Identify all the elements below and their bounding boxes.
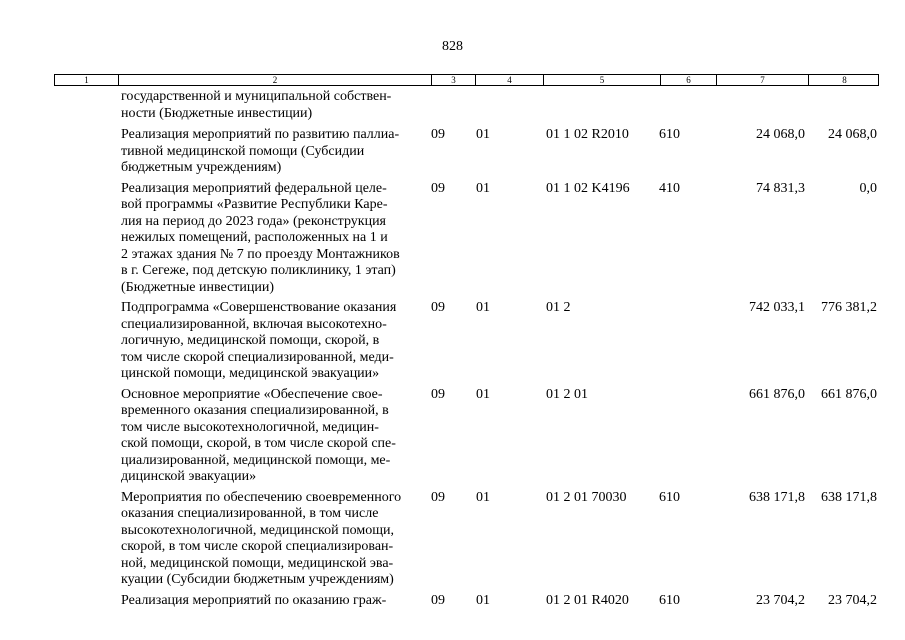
row-name xyxy=(117,593,430,610)
row-sum-1: 23 704,2 xyxy=(756,592,805,608)
row-csr: 01 2 01 70030 xyxy=(546,489,627,505)
row-gr: 09 xyxy=(431,386,445,402)
row-pr: 01 xyxy=(476,592,490,608)
row-gr: 09 xyxy=(431,180,445,196)
name-line: тивной медицинской помощи (Субсидии xyxy=(121,143,365,159)
name-line: циализированной, медицинской помощи, ме- xyxy=(121,452,391,468)
name-line: логичную, медицинской помощи, скорой, в xyxy=(121,333,380,348)
row-pr: 01 xyxy=(476,386,490,402)
header-col-3: 3 xyxy=(431,75,475,85)
col-1-empty xyxy=(54,89,117,122)
row-sum-1: 661 876,0 xyxy=(749,386,805,402)
row-name xyxy=(117,127,430,177)
row-pr: 01 xyxy=(476,180,490,196)
header-col-5: 5 xyxy=(543,75,660,85)
col-1-empty xyxy=(54,127,117,177)
row-sum-2: 23 704,2 xyxy=(828,592,877,608)
page-number: 828 xyxy=(442,39,463,54)
table-row xyxy=(54,300,879,383)
name-line: бюджетным учреждениям) xyxy=(121,160,282,175)
name-line: скорой, в том числе скорой специализирован- xyxy=(121,539,394,554)
row-sum-1 xyxy=(715,89,807,122)
row-name xyxy=(117,387,430,486)
name-line: вой программы «Развитие Республики Каре- xyxy=(121,197,388,212)
name-line: куации (Субсидии бюджетным учреждениям) xyxy=(121,572,394,587)
name-line: 2 этажах здания № 7 по проезду Монтажников xyxy=(121,246,400,262)
name-line: государственной и муниципальной собствен- xyxy=(121,89,392,104)
name-line: в г. Сегеже, под детскую поликлинику, 1 этап) xyxy=(121,263,396,278)
name-line: оказания специализированной, в том числе xyxy=(121,506,379,521)
row-vr xyxy=(659,89,715,122)
row-sum-1: 742 033,1 xyxy=(749,300,805,315)
row-vr: 610 xyxy=(659,489,680,505)
name-line: цинской помощи, медицинской эвакуации» xyxy=(121,366,380,381)
row-csr: 01 2 01 xyxy=(546,386,588,402)
name-line: том числе скорой специализированной, меди- xyxy=(121,349,394,365)
table-row xyxy=(54,593,879,610)
col-1-empty xyxy=(54,490,117,589)
table-row xyxy=(54,490,879,589)
row-gr xyxy=(430,89,474,122)
row-gr: 09 xyxy=(431,300,445,315)
name-line: Основное мероприятие «Обеспечение свое- xyxy=(121,386,383,402)
col-1-empty xyxy=(54,387,117,486)
row-csr xyxy=(542,89,659,122)
row-name xyxy=(117,89,430,122)
name-line: Подпрограмма «Совершенствование оказания xyxy=(121,300,397,315)
name-line: Реализация мероприятий федеральной целе- xyxy=(121,180,387,196)
row-csr: 01 2 01 R4020 xyxy=(546,592,629,608)
header-col-2: 2 xyxy=(118,75,431,85)
col-1-empty xyxy=(54,300,117,383)
row-sum-2: 661 876,0 xyxy=(821,386,877,402)
row-name xyxy=(117,300,430,383)
row-gr: 09 xyxy=(431,127,445,142)
row-vr xyxy=(659,300,715,383)
row-pr: 01 xyxy=(476,489,490,505)
row-name xyxy=(117,490,430,589)
name-line: Реализация мероприятий по оказанию граж- xyxy=(121,592,387,608)
name-line: (Бюджетные инвестиции) xyxy=(121,279,275,295)
table-row xyxy=(54,89,879,122)
name-line: Реализация мероприятий по развитию паллиа- xyxy=(121,127,400,142)
row-sum-2 xyxy=(807,89,879,122)
row-sum-1: 74 831,3 xyxy=(756,180,805,196)
name-line: том числе высокотехнологичной, медицин- xyxy=(121,419,379,435)
header-col-6: 6 xyxy=(660,75,716,85)
row-csr: 01 1 02 K4196 xyxy=(546,180,630,196)
row-csr: 01 2 xyxy=(546,300,571,315)
row-sum-2: 0,0 xyxy=(859,180,877,196)
row-sum-2: 776 381,2 xyxy=(821,300,877,315)
table-body xyxy=(54,89,879,609)
name-line: лия на период до 2023 года» (реконструкция xyxy=(121,213,386,229)
row-sum-1: 638 171,8 xyxy=(749,489,805,505)
row-sum-2: 24 068,0 xyxy=(828,127,877,142)
row-sum-1: 24 068,0 xyxy=(756,127,805,142)
table-row xyxy=(54,387,879,486)
row-vr: 410 xyxy=(659,180,680,196)
name-line: специализированной, включая высокотехно- xyxy=(121,316,387,332)
row-vr: 610 xyxy=(659,127,680,142)
row-vr xyxy=(659,387,715,486)
row-pr xyxy=(474,89,542,122)
table-row xyxy=(54,127,879,177)
row-sum-2: 638 171,8 xyxy=(821,489,877,505)
name-line: нежилых помещений, расположенных на 1 и xyxy=(121,230,388,245)
name-line: ности (Бюджетные инвестиции) xyxy=(121,105,313,121)
col-1-empty xyxy=(54,181,117,297)
header-col-7: 7 xyxy=(716,75,808,85)
header-col-1: 1 xyxy=(84,75,89,85)
table-row xyxy=(54,181,879,297)
name-line: временного оказания специализированной, в xyxy=(121,403,389,418)
name-line: дицинской эвакуации» xyxy=(121,469,257,484)
name-line: ной, медицинской помощи, медицинской эва- xyxy=(121,555,394,571)
row-pr: 01 xyxy=(476,127,490,142)
header-col-4: 4 xyxy=(475,75,543,85)
name-line: Мероприятия по обеспечению своевременного xyxy=(121,489,402,505)
row-name xyxy=(117,181,430,297)
row-pr: 01 xyxy=(476,300,490,315)
row-csr: 01 1 02 R2010 xyxy=(546,127,629,142)
row-vr: 610 xyxy=(659,592,680,608)
row-gr: 09 xyxy=(431,592,445,608)
row-gr: 09 xyxy=(431,489,445,505)
name-line: ской помощи, скорой, в том числе скорой спе- xyxy=(121,436,396,451)
header-col-8: 8 xyxy=(808,75,880,85)
table-header-row xyxy=(54,74,879,86)
name-line: высокотехнологичной, медицинской помощи, xyxy=(121,522,394,538)
col-1-empty xyxy=(54,593,117,610)
